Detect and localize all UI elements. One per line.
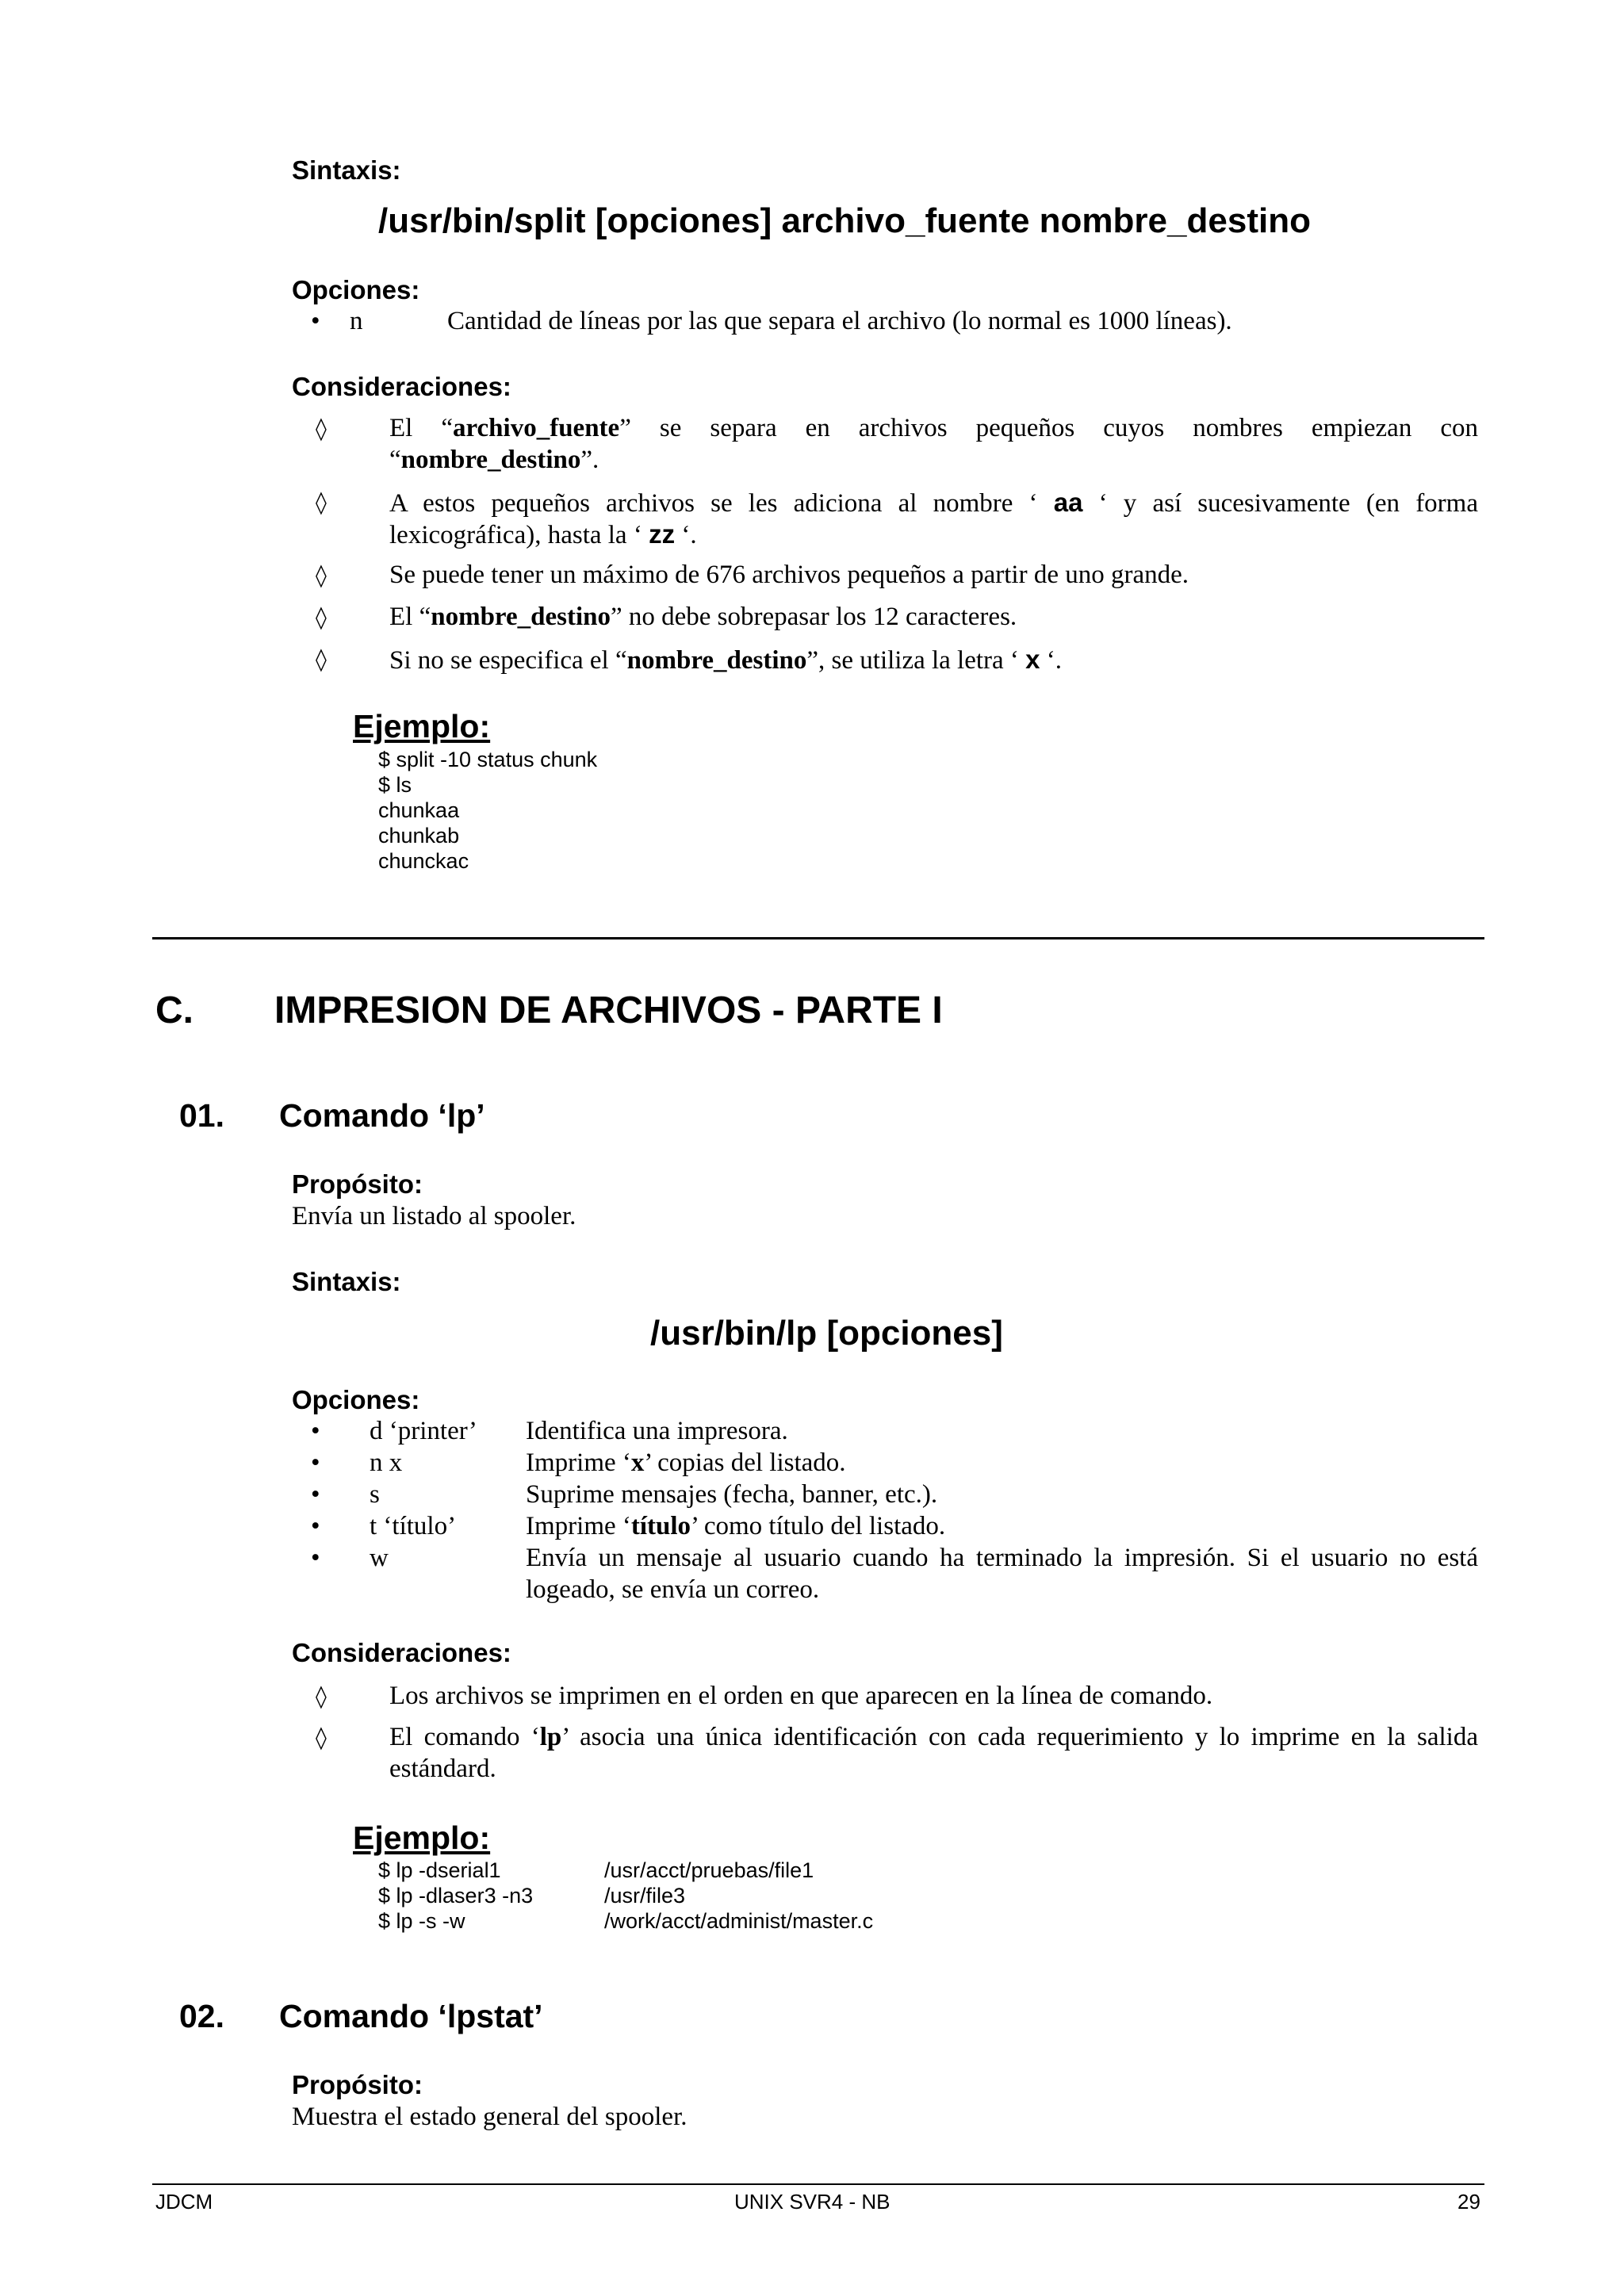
split-opcion-flag: n — [350, 307, 363, 335]
lp-opcion-bullet: • — [311, 1417, 320, 1445]
lpstat-title: Comando ‘lpstat’ — [279, 1998, 543, 2034]
lp-consideracion-2-line2: estándard. — [389, 1755, 496, 1783]
lp-consideracion-1: Los archivos se imprimen en el orden en que aparecen en la línea de comando. — [389, 1682, 1213, 1710]
section-divider — [152, 937, 1484, 939]
lp-number: 01. — [179, 1097, 224, 1134]
lp-opcion-desc: Envía un mensaje al usuario cuando ha terminado la impresión. Si el usuario no está — [526, 1544, 1478, 1572]
diamond-bullet: ◊ — [316, 646, 327, 672]
split-ejemplo-line: chunkaa — [378, 798, 460, 822]
split-consideracion-3: Se puede tener un máximo de 676 archivos pequeños a partir de uno grande. — [389, 561, 1189, 589]
lp-sintaxis-label: Sintaxis: — [292, 1267, 401, 1296]
lpstat-number: 02. — [179, 1998, 224, 2034]
lp-opcion-flag: d ‘printer’ — [370, 1417, 477, 1445]
lp-opcion-bullet: • — [311, 1544, 320, 1572]
split-consideracion-1: El “archivo_fuente” se separa en archivos pequeños cuyos nombres empiezan con — [389, 414, 1478, 442]
section-title: IMPRESION DE ARCHIVOS - PARTE I — [274, 989, 943, 1031]
lp-opcion-flag: t ‘título’ — [370, 1512, 457, 1540]
lp-opcion-bullet: • — [311, 1512, 320, 1540]
lp-ejemplo-path: /work/acct/administ/master.c — [604, 1909, 874, 1933]
lp-proposito-label: Propósito: — [292, 1169, 423, 1199]
footer-center: UNIX SVR4 - NB — [734, 2190, 891, 2214]
split-sintaxis-label: Sintaxis: — [292, 155, 401, 185]
lpstat-proposito-text: Muestra el estado general del spooler. — [292, 2103, 688, 2131]
split-ejemplo-line: $ split -10 status chunk — [378, 748, 598, 771]
lp-opcion-desc: Suprime mensajes (fecha, banner, etc.). — [526, 1480, 938, 1509]
lp-ejemplo-path: /usr/acct/pruebas/file1 — [604, 1858, 814, 1882]
lp-ejemplo-cmd: $ lp -dlaser3 -n3 — [378, 1884, 534, 1908]
diamond-bullet: ◊ — [316, 1724, 327, 1751]
footer-divider — [152, 2183, 1484, 2185]
lpstat-proposito-label: Propósito: — [292, 2070, 423, 2099]
split-consideracion-2: A estos pequeños archivos se les adiciona al nombre ‘ aa ‘ y así sucesivamente (en forma — [389, 488, 1478, 518]
split-ejemplo-line: chunckac — [378, 849, 469, 873]
split-opcion-bullet: • — [311, 307, 320, 335]
lp-opciones-label: Opciones: — [292, 1385, 420, 1414]
diamond-bullet: ◊ — [316, 562, 327, 588]
split-ejemplo-line: chunkab — [378, 824, 460, 848]
split-consideraciones-label: Consideraciones: — [292, 372, 511, 401]
page-number: 29 — [1457, 2190, 1480, 2214]
split-syntax-line: /usr/bin/split [opciones] archivo_fuente nombre_destino — [378, 201, 1311, 240]
lp-consideraciones-label: Consideraciones: — [292, 1638, 511, 1667]
split-opciones-label: Opciones: — [292, 275, 420, 304]
footer-left: JDCM — [155, 2190, 213, 2214]
lp-consideracion-2: El comando ‘lp’ asocia una única identificación con cada requerimiento y lo imprime en la salida — [389, 1723, 1479, 1751]
section-letter: C. — [155, 989, 193, 1031]
split-consideracion-1-line2: “nombre_destino”. — [389, 446, 599, 474]
lp-opcion-desc: Identifica una impresora. — [526, 1417, 788, 1445]
split-consideracion-5: Si no se especifica el “nombre_destino”, se utiliza la letra ‘ x ‘. — [389, 645, 1063, 675]
lp-syntax-line: /usr/bin/lp [opciones] — [650, 1314, 1003, 1353]
split-ejemplo-label: Ejemplo: — [353, 708, 491, 744]
lp-ejemplo-cmd: $ lp -dserial1 — [378, 1858, 501, 1882]
split-consideracion-4: El “nombre_destino” no debe sobrepasar los 12 caracteres. — [389, 603, 1017, 631]
diamond-bullet: ◊ — [316, 1683, 327, 1709]
lp-ejemplo-cmd: $ lp -s -w — [378, 1909, 465, 1933]
lp-opcion-desc-line2: logeado, se envía un correo. — [526, 1575, 820, 1604]
lp-ejemplo-path: /usr/file3 — [604, 1884, 686, 1908]
lp-opcion-desc: Imprime ‘x’ copias del listado. — [526, 1448, 846, 1477]
lp-opcion-bullet: • — [311, 1480, 320, 1509]
diamond-bullet: ◊ — [316, 415, 327, 442]
split-ejemplo-line: $ ls — [378, 773, 412, 797]
diamond-bullet: ◊ — [316, 604, 327, 630]
split-consideracion-2-line2: lexicográfica), hasta la ‘ zz ‘. — [389, 519, 697, 549]
lp-opcion-flag: s — [370, 1480, 380, 1509]
lp-opcion-desc: Imprime ‘título’ como título del listado. — [526, 1512, 946, 1540]
lp-proposito-text: Envía un listado al spooler. — [292, 1202, 576, 1230]
diamond-bullet: ◊ — [316, 489, 327, 515]
lp-title: Comando ‘lp’ — [279, 1097, 485, 1134]
lp-opcion-flag: w — [370, 1544, 389, 1572]
lp-opcion-flag: n x — [370, 1448, 403, 1477]
lp-ejemplo-label: Ejemplo: — [353, 1820, 491, 1856]
split-opcion-desc: Cantidad de líneas por las que separa el archivo (lo normal es 1000 líneas). — [447, 307, 1232, 335]
lp-opcion-bullet: • — [311, 1448, 320, 1477]
